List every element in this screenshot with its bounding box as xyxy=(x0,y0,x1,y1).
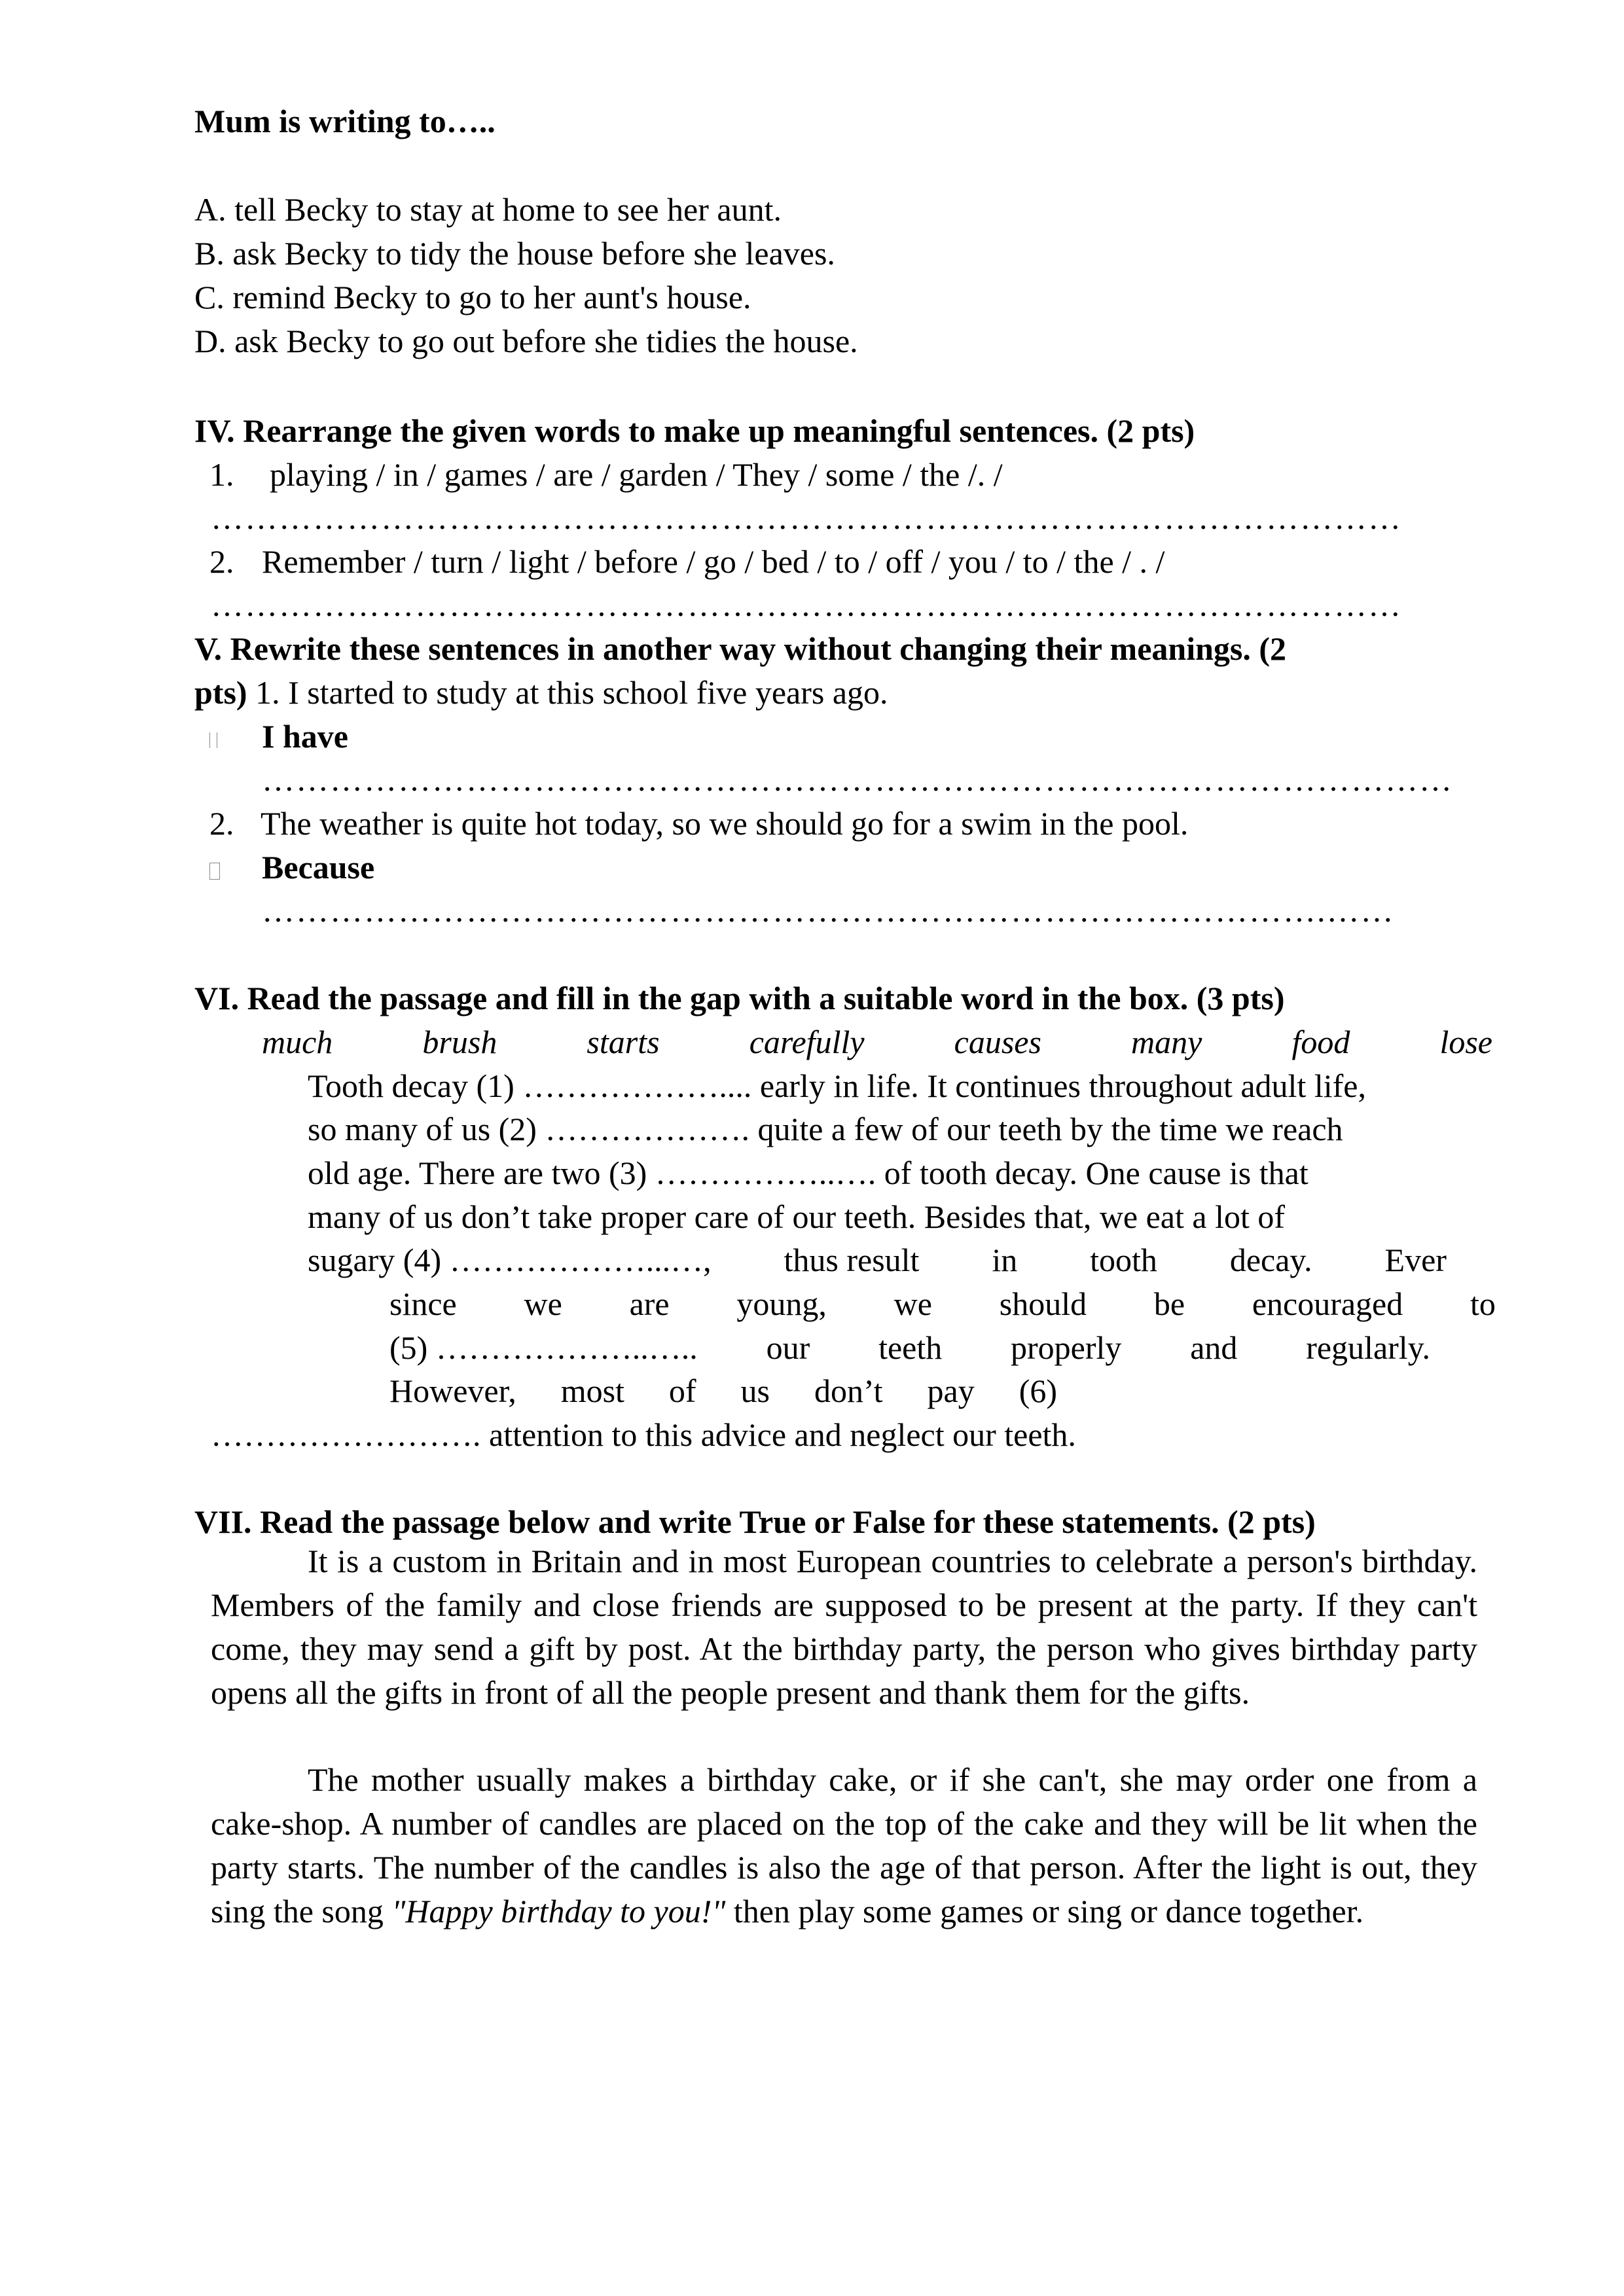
passage-word: (5) ………………..….. xyxy=(389,1329,698,1366)
word-box xyxy=(262,1026,1492,1058)
section5-heading: V. Rewrite these sentences in another way without changing their meanings. (2 xyxy=(194,630,1287,667)
section4-item-1-number: 1. xyxy=(209,456,234,493)
passage-line-9: ……………………. attention to this advice and neglect our teeth. xyxy=(211,1416,1076,1453)
passage-line-3: old age. There are two (3) ……………..…. of tooth decay. One cause is that xyxy=(308,1155,1308,1191)
section5-item-2-number: 2. xyxy=(209,805,234,842)
section7-heading: VII. Read the passage below and write True or False for these statements. (2 pts) xyxy=(194,1503,1316,1540)
section4-heading: IV. Rearrange the given words to make up meaningful sentences. (2 pts) xyxy=(194,412,1195,449)
arrow-icon xyxy=(209,851,220,884)
passage-line-8 xyxy=(389,1374,1057,1407)
passage-word: we xyxy=(524,1285,562,1322)
word-box-item: brush xyxy=(422,1024,497,1060)
section5-answer-line-1[interactable]: …………………………………………………………………………………………… xyxy=(262,761,1453,798)
passage-word: decay. xyxy=(1229,1242,1312,1278)
word-box-item: many xyxy=(1131,1024,1202,1060)
passage-word: teeth xyxy=(878,1329,943,1366)
section7-paragraph-2-text: The mother usually makes a birthday cake, or if she can't, she may order one from a cake-shop. A number of candles are placed on the top of the cake and they will be lit when the party starts. The number of the candles is also the age of that person. After the light is out, they sing the song xyxy=(211,1761,1477,1929)
passage-word: properly xyxy=(1011,1329,1122,1366)
passage-word: young, xyxy=(736,1285,827,1322)
passage-word: in xyxy=(992,1242,1018,1278)
passage-line-5 xyxy=(308,1244,1447,1276)
section4-answer-line-1[interactable]: …………………………………………………………………………………………… xyxy=(211,499,1402,536)
word-box-item: lose xyxy=(1439,1024,1492,1060)
passage-word: we xyxy=(893,1285,932,1322)
passage-word: regularly. xyxy=(1306,1329,1430,1366)
passage-word: most xyxy=(560,1372,624,1409)
passage-line-6 xyxy=(389,1287,1496,1320)
passage-word: should xyxy=(999,1285,1087,1322)
section5-item-1-prompt: I have xyxy=(262,718,348,755)
passage-word: pay xyxy=(927,1372,975,1409)
passage-word: sugary (4) ………………...…, xyxy=(308,1242,712,1278)
word-box-item: causes xyxy=(954,1024,1041,1060)
section5-item-1-text: I started to study at this school five years ago. xyxy=(288,674,888,711)
section5-item-2-prompt: Because xyxy=(262,849,375,886)
option-c: C. remind Becky to go to her aunt's house. xyxy=(194,279,751,315)
section5-answer-line-2[interactable]: ………………………………………………………………………………….…… xyxy=(262,892,1395,929)
section7-paragraph-2 xyxy=(211,1758,1477,1933)
question-stem: Mum is writing to….. xyxy=(194,103,496,139)
section7-paragraph-2-end: then play some games or sing or dance together. xyxy=(725,1893,1364,1929)
section5-item-1-line xyxy=(194,676,888,709)
passage-line-7 xyxy=(389,1331,1430,1364)
passage-word: our xyxy=(766,1329,810,1366)
section7-paragraph-1: It is a custom in Britain and in most European countries to celebrate a person's birthday. Members of the family and close friends are supposed to be present at the party. If they can't come, they may send a gift by post. At the birthday party, the person who gives birthday party opens all the gifts in front of all the people present and thank them for the gifts. xyxy=(211,1543,1477,1711)
option-b: B. ask Becky to tidy the house before she leaves. xyxy=(194,235,835,272)
word-box-item: much xyxy=(262,1024,333,1060)
passage-word: encouraged xyxy=(1252,1285,1403,1322)
passage-word: (6) xyxy=(1019,1372,1057,1409)
passage-word: of xyxy=(668,1372,696,1409)
passage-word: us xyxy=(740,1372,770,1409)
section6-heading: VI. Read the passage and fill in the gap with a suitable word in the box. (3 pts) xyxy=(194,980,1285,1016)
arrow-icon xyxy=(209,720,217,753)
section4-item-2-text: Remember / turn / light / before / go / bed / to / off / you / to / the / . / xyxy=(262,543,1165,580)
passage-word: are xyxy=(629,1285,670,1322)
word-box-item: food xyxy=(1291,1024,1350,1060)
passage-line-4: many of us don’t take proper care of our teeth. Besides that, we eat a lot of xyxy=(308,1198,1286,1235)
section4-item-2-number: 2. xyxy=(209,543,234,580)
word-box-item: carefully xyxy=(749,1024,865,1060)
song-title: "Happy birthday to you!" xyxy=(391,1893,726,1929)
passage-word: to xyxy=(1470,1285,1496,1322)
passage-word: However, xyxy=(389,1372,516,1409)
passage-word: don’t xyxy=(814,1372,883,1409)
passage-word: Ever xyxy=(1384,1242,1447,1278)
option-a: A. tell Becky to stay at home to see her aunt. xyxy=(194,191,782,228)
passage-line-2: so many of us (2) ………………. quite a few of our teeth by the time we reach xyxy=(308,1111,1343,1147)
passage-word: be xyxy=(1153,1285,1185,1322)
passage-word: and xyxy=(1190,1329,1238,1366)
passage-line-1: Tooth decay (1) ……………….... early in life. It continues throughout adult life, xyxy=(308,1067,1366,1104)
section5-heading-continued: pts) xyxy=(194,674,247,711)
section4-item-1-text: playing / in / games / are / garden / They / some / the /. / xyxy=(270,456,1003,493)
word-box-item: starts xyxy=(586,1024,660,1060)
passage-word: tooth xyxy=(1090,1242,1157,1278)
option-d: D. ask Becky to go out before she tidies the house. xyxy=(194,323,858,359)
section5-item-2-text: The weather is quite hot today, so we should go for a swim in the pool. xyxy=(261,805,1189,842)
section5-item-1-number: 1. xyxy=(255,674,280,711)
passage-word: since xyxy=(389,1285,457,1322)
section4-answer-line-2[interactable]: …………………………………………………………………………………………… xyxy=(211,586,1402,623)
passage-word: thus result xyxy=(784,1242,920,1278)
